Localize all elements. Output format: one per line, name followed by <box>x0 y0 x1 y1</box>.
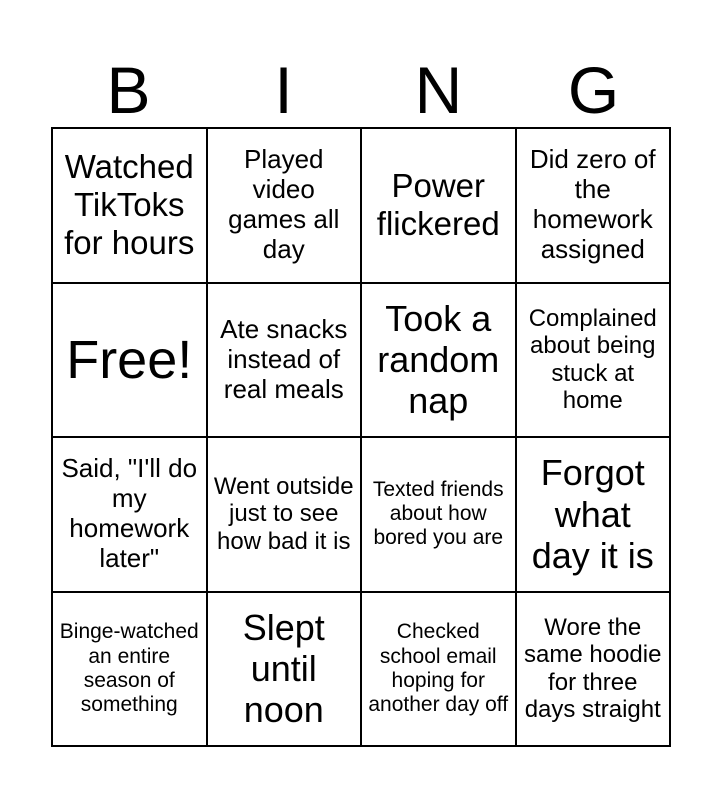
bingo-cell[interactable] <box>516 437 671 592</box>
bingo-cell[interactable] <box>516 283 671 438</box>
header-letter-i: I <box>274 53 293 127</box>
bingo-cell[interactable] <box>207 128 362 283</box>
bingo-board <box>51 127 671 747</box>
cell-text: Went outside just to see how bad it is <box>213 472 354 556</box>
bingo-cell[interactable] <box>516 128 671 283</box>
bingo-cell[interactable] <box>361 437 516 592</box>
cell-text: Ate snacks instead of real meals <box>220 313 348 404</box>
bingo-cell[interactable] <box>52 592 207 747</box>
header-letter-n: N <box>414 53 463 127</box>
bingo-cell[interactable] <box>361 128 516 283</box>
header-letter-b: B <box>106 53 151 127</box>
cell-text: Said, "I'll do my homework later" <box>61 453 198 574</box>
cell-text: Checked school email hoping for another day off <box>368 620 509 716</box>
bingo-cell[interactable] <box>361 283 516 438</box>
cell-text: Texted friends about how bored you are <box>372 478 504 550</box>
bingo-cell[interactable] <box>52 437 207 592</box>
cell-text: Took a random nap <box>377 297 500 422</box>
cell-text: Wore the same hoodie for three days straight <box>524 613 662 724</box>
bingo-header <box>51 52 671 127</box>
cell-text: Watched TikToks for hours <box>64 148 195 262</box>
cell-text: Complained about being stuck at home <box>528 304 657 415</box>
cell-text: Binge-watched an entire season of something <box>59 620 199 716</box>
header-letter-g: G <box>567 53 620 127</box>
free-space-cell[interactable] <box>52 283 207 438</box>
bingo-cell[interactable] <box>207 592 362 747</box>
bingo-cell[interactable] <box>361 592 516 747</box>
bingo-cell[interactable] <box>207 283 362 438</box>
cell-text: Slept until noon <box>242 606 325 731</box>
bingo-cell[interactable] <box>516 592 671 747</box>
cell-text: Power flickered <box>376 167 500 243</box>
bingo-cell[interactable] <box>207 437 362 592</box>
bingo-cell[interactable] <box>52 128 207 283</box>
cell-text: Played video games all day <box>228 144 340 265</box>
cell-text: Did zero of the homework assigned <box>529 144 656 265</box>
cell-text: Forgot what day it is <box>531 452 654 576</box>
cell-text: Free! <box>66 329 193 390</box>
